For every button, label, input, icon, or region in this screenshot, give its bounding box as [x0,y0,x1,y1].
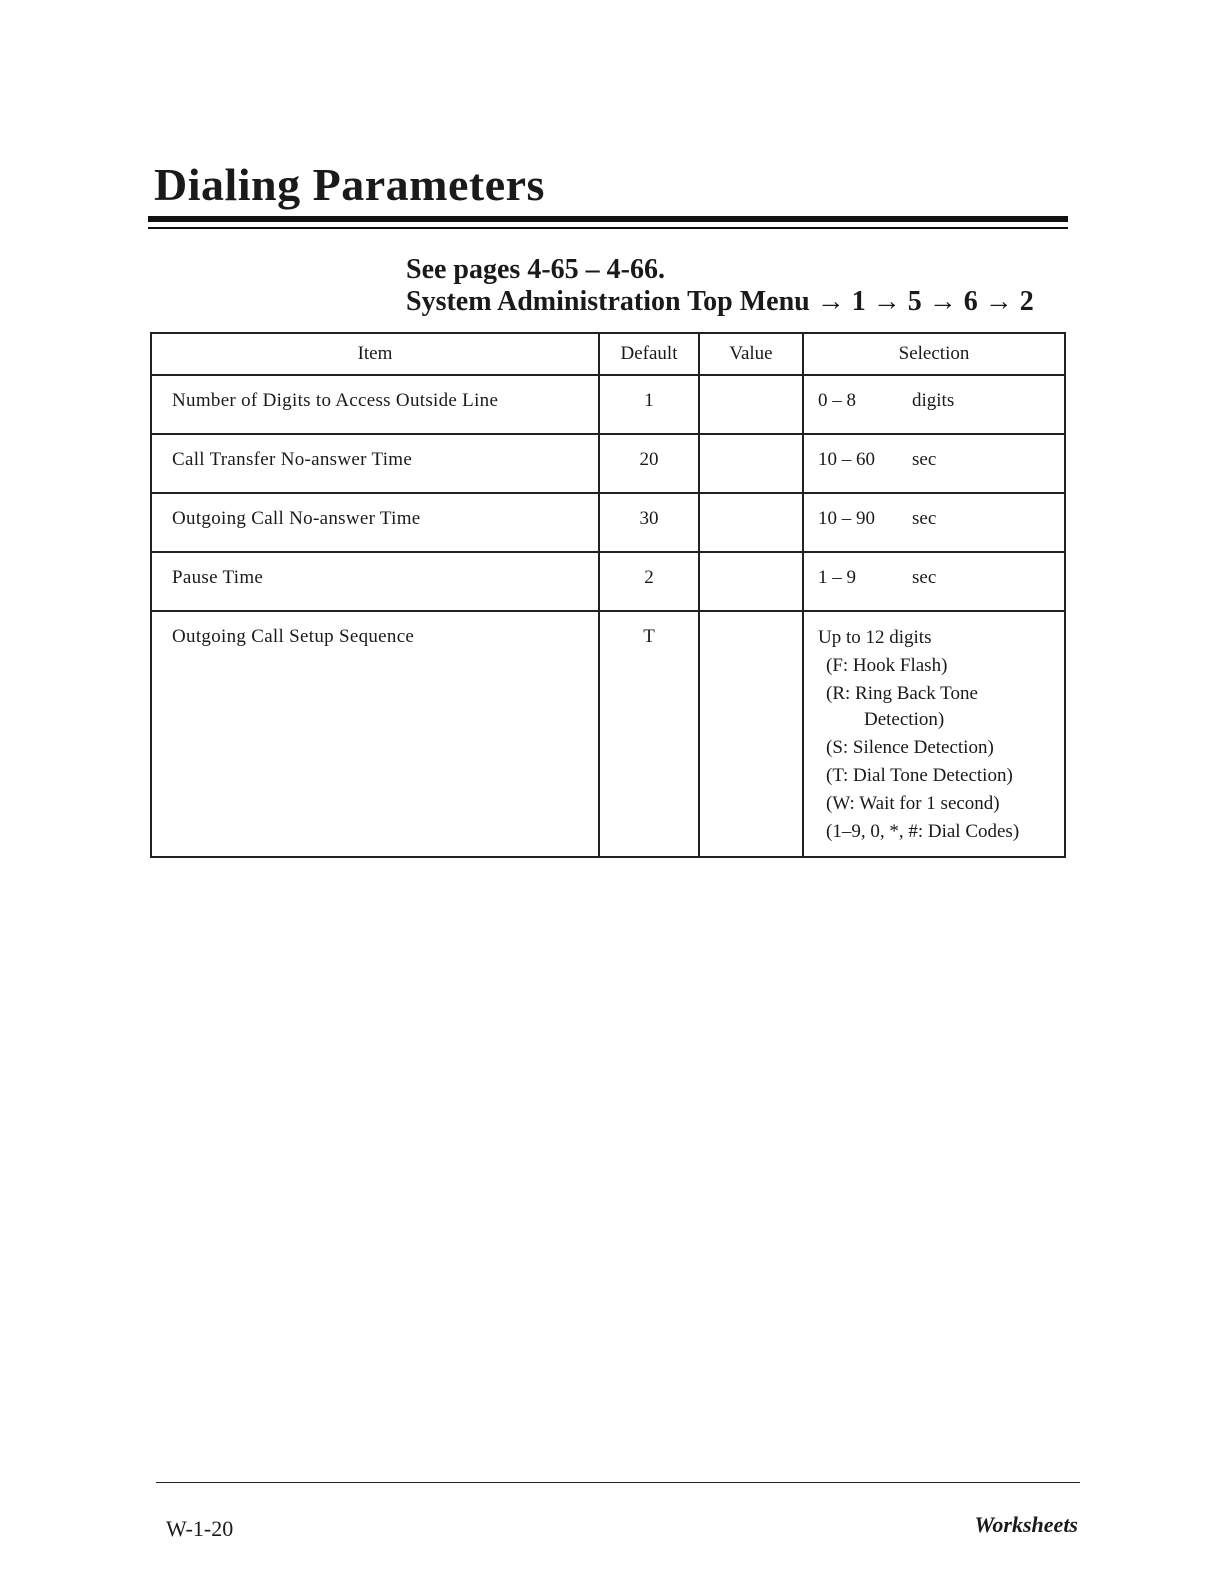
row-default: T [599,611,699,857]
selection-line: (T: Dial Tone Detection) [826,765,1013,786]
selection-line: Detection) [864,709,945,730]
table-row [151,552,1065,611]
selection-range: 1 – 9 [818,567,856,588]
selection-line: (1–9, 0, *, #: Dial Codes) [826,821,1020,842]
header-value: Value [699,333,803,375]
selection-range: 0 – 8 [818,390,856,411]
selection-line: (F: Hook Flash) [826,655,948,676]
row-item: Number of Digits to Access Outside Line [151,375,599,434]
selection-range: 10 – 90 [818,508,875,529]
page-title: Dialing Parameters [154,159,545,210]
row-selection [803,611,1065,857]
section-name: Worksheets [974,1512,1078,1537]
row-selection [803,434,1065,493]
page-reference: See pages 4-65 – 4-66. [406,254,665,285]
row-value-cell[interactable] [699,493,803,552]
selection-line: Up to 12 digits [818,627,932,648]
footer-rule [156,1482,1080,1483]
table-row [151,493,1065,552]
row-selection [803,375,1065,434]
menu-path: System Administration Top Menu → 1 → 5 → 6 → 2 [406,286,1034,317]
row-default: 2 [599,552,699,611]
page-number: W-1-20 [166,1516,234,1541]
selection-unit: digits [912,390,955,411]
row-item: Pause Time [151,552,599,611]
table-header-row [151,333,1065,375]
header-default: Default [599,333,699,375]
selection-unit: sec [912,567,937,588]
row-item: Call Transfer No-answer Time [151,434,599,493]
table-row [151,375,1065,434]
dialing-parameters-table [150,332,1066,858]
row-value-cell[interactable] [699,611,803,857]
reference-block [406,254,1034,318]
row-value-cell[interactable] [699,434,803,493]
header-item: Item [151,333,599,375]
title-rule-thick [148,216,1068,222]
row-item: Outgoing Call Setup Sequence [151,611,599,857]
selection-line: (R: Ring Back Tone [826,683,978,704]
title-rule-thin [148,227,1068,229]
selection-unit: sec [912,508,937,529]
row-default: 1 [599,375,699,434]
table-row [151,611,1065,857]
selection-line: (S: Silence Detection) [826,737,994,758]
table-row [151,434,1065,493]
row-value-cell[interactable] [699,552,803,611]
selection-range: 10 – 60 [818,449,875,470]
row-default: 20 [599,434,699,493]
row-selection [803,552,1065,611]
selection-unit: sec [912,449,937,470]
selection-line: (W: Wait for 1 second) [826,793,1000,814]
header-selection: Selection [803,333,1065,375]
row-default: 30 [599,493,699,552]
row-item: Outgoing Call No-answer Time [151,493,599,552]
row-selection [803,493,1065,552]
row-value-cell[interactable] [699,375,803,434]
